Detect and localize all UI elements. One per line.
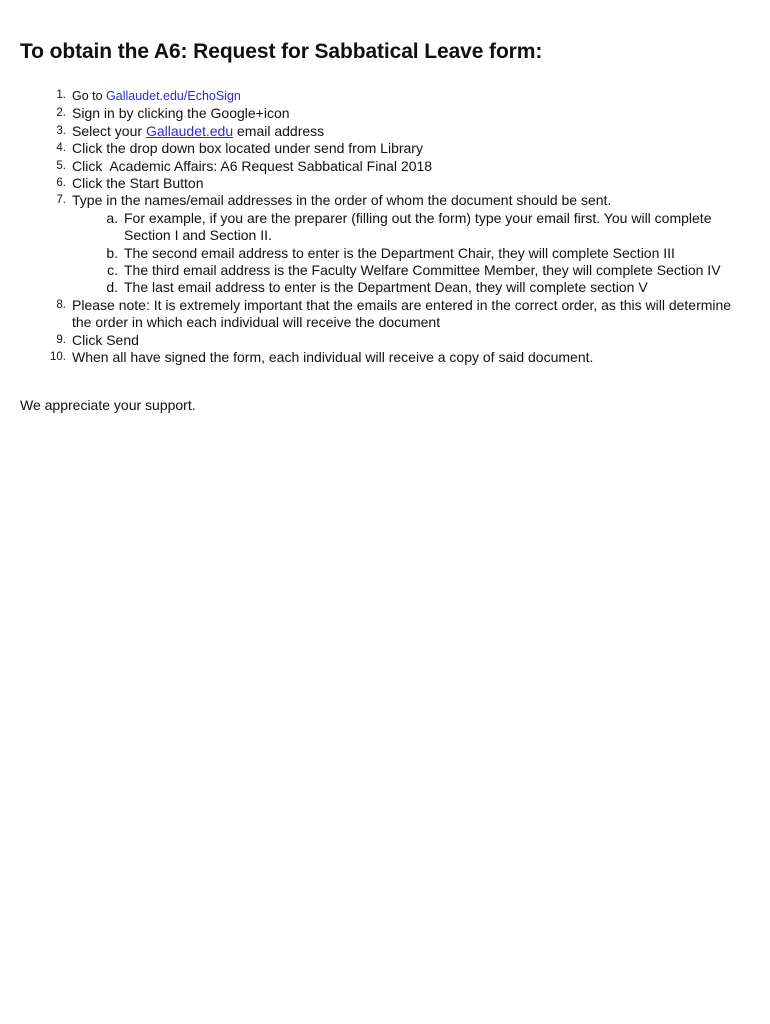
closing-text: We appreciate your support.: [20, 397, 196, 413]
substep-letter: c.: [107, 262, 118, 279]
substep-list: [72, 210, 746, 297]
step-text: Click Academic Affairs: A6 Request Sabbatical Final 2018: [72, 157, 433, 174]
step-text: Type in the names/email addresses in the order of whom the document should be sent.: [72, 192, 612, 209]
step-2: [0, 105, 770, 122]
step-text-prefix: Select your: [72, 122, 146, 139]
step-number: 3.: [56, 124, 66, 137]
substep-c: [72, 262, 746, 279]
gallaudet-link[interactable]: Gallaudet.edu: [145, 122, 234, 139]
step-6: [0, 175, 770, 192]
step-number: 7.: [56, 194, 66, 207]
step-10: [0, 349, 770, 366]
step-text: Click the Start Button: [72, 175, 204, 192]
step-7: [0, 192, 770, 296]
step-number: 8.: [56, 298, 66, 311]
step-8: [0, 297, 770, 332]
step-number: 10.: [50, 351, 66, 364]
step-1: [0, 87, 770, 105]
substep-letter: d.: [106, 279, 118, 296]
step-text: When all have signed the form, each individual will receive a copy of said document.: [72, 349, 594, 366]
step-number: 2.: [56, 107, 66, 120]
step-5: [0, 158, 770, 175]
step-text: Click the drop down box located under send from Library: [72, 140, 423, 157]
step-number: 6.: [56, 177, 66, 190]
substep-d: [72, 279, 746, 296]
echosign-link[interactable]: Gallaudet.edu/EchoSign: [106, 89, 241, 103]
substep-text: The second email address to enter is the Department Chair, they will complete Section III: [124, 244, 675, 261]
substep-a: [72, 210, 746, 245]
substep-b: [72, 245, 746, 262]
step-3: [0, 123, 770, 140]
substep-text: The third email address is the Faculty Welfare Committee Member, they will complete Section IV: [124, 262, 721, 279]
step-number: 9.: [56, 333, 66, 346]
substep-text: For example, if you are the preparer (filling out the form) type your email first. You will complete Section I and Section II.: [124, 209, 712, 244]
step-text-suffix: email address: [233, 122, 325, 139]
step-number: 1.: [56, 89, 66, 101]
step-number: 5.: [56, 159, 66, 172]
step-number: 4.: [56, 142, 66, 155]
step-4: [0, 140, 770, 157]
step-text: [72, 123, 324, 139]
step-text: Click Send: [72, 331, 139, 348]
substep-letter: b.: [106, 244, 118, 261]
substep-letter: a.: [106, 209, 118, 226]
step-text: Please note: It is extremely important that the emails are entered in the correct order, as this will determine the order in which each individual will receive the document: [72, 296, 732, 331]
step-text: Sign in by clicking the Google+icon: [72, 105, 290, 122]
page-title: To obtain the A6: Request for Sabbatical Leave form:: [20, 40, 543, 63]
instruction-list: [0, 87, 770, 367]
substep-text: The last email address to enter is the Department Dean, they will complete section V: [124, 279, 648, 296]
step-9: [0, 332, 770, 349]
step-text-prefix: Go to: [72, 89, 107, 103]
step-text: [72, 89, 241, 103]
